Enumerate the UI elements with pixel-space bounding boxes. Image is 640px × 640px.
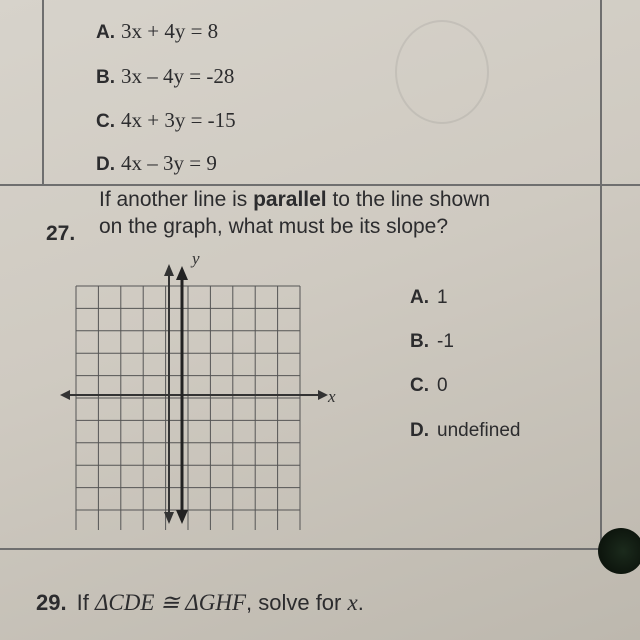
right-margin-line bbox=[600, 0, 602, 548]
choice-letter: D. bbox=[410, 420, 429, 441]
q27-choice-a[interactable] bbox=[410, 287, 448, 309]
choice-text: undefined bbox=[437, 420, 521, 441]
choice-text: 4x – 3y = 9 bbox=[121, 151, 217, 175]
x-axis-label: x bbox=[328, 387, 336, 406]
x-axis-arrow-left bbox=[60, 390, 70, 400]
prev-choice-a[interactable] bbox=[96, 19, 218, 44]
question-27-line2: on the graph, what must be its slope? bbox=[99, 215, 449, 238]
coordinate-graph bbox=[58, 250, 358, 530]
prev-choice-b[interactable] bbox=[96, 64, 234, 89]
question-27-line1-end: to the line shown bbox=[326, 188, 491, 211]
question-27-text bbox=[99, 186, 490, 240]
choice-text: -1 bbox=[437, 331, 454, 352]
triangle-ghf: ΔGHF bbox=[185, 590, 246, 615]
choice-letter: B. bbox=[410, 331, 429, 352]
y-axis-arrow-top bbox=[164, 264, 174, 276]
question-29-number: 29. bbox=[36, 590, 67, 615]
graphed-line-arrow-top bbox=[176, 266, 188, 280]
choice-letter: D. bbox=[96, 154, 115, 175]
choice-text: 0 bbox=[437, 375, 448, 396]
question-29-prefix: If bbox=[76, 590, 95, 615]
graph-grid bbox=[76, 286, 300, 530]
question-divider-bottom bbox=[0, 548, 640, 550]
question-27-keyword: parallel bbox=[253, 188, 327, 211]
choice-letter: A. bbox=[410, 287, 429, 308]
question-29-middle: , solve for bbox=[246, 590, 348, 615]
question-29 bbox=[36, 590, 364, 616]
left-margin-line bbox=[42, 0, 44, 184]
question-27-line1-start: If another line is bbox=[99, 188, 254, 211]
choice-letter: C. bbox=[410, 375, 429, 396]
question-27-number: 27. bbox=[46, 222, 76, 245]
question-29-end: . bbox=[357, 590, 364, 615]
bleed-through-marks bbox=[395, 20, 489, 124]
choice-text: 4x + 3y = -15 bbox=[121, 108, 236, 132]
choice-letter: B. bbox=[96, 67, 115, 88]
choice-letter: A. bbox=[96, 22, 115, 43]
triangle-cde: ΔCDE bbox=[94, 590, 155, 615]
graphed-line-arrow-bottom bbox=[176, 510, 188, 524]
choice-letter: C. bbox=[96, 111, 115, 132]
choice-text: 1 bbox=[437, 287, 448, 308]
prev-choice-d[interactable] bbox=[96, 151, 217, 176]
q27-choice-c[interactable] bbox=[410, 375, 448, 397]
q27-choice-b[interactable] bbox=[410, 331, 454, 353]
congruent-symbol: ≅ bbox=[154, 590, 186, 615]
choice-text: 3x – 4y = -28 bbox=[121, 64, 235, 88]
y-axis-label: y bbox=[192, 250, 200, 268]
q27-choice-d[interactable] bbox=[410, 420, 520, 442]
binder-hole bbox=[598, 528, 640, 574]
prev-choice-c[interactable] bbox=[96, 108, 236, 133]
x-axis-arrow-right bbox=[318, 390, 328, 400]
choice-text: 3x + 4y = 8 bbox=[121, 19, 219, 43]
variable-x: x bbox=[347, 590, 358, 615]
